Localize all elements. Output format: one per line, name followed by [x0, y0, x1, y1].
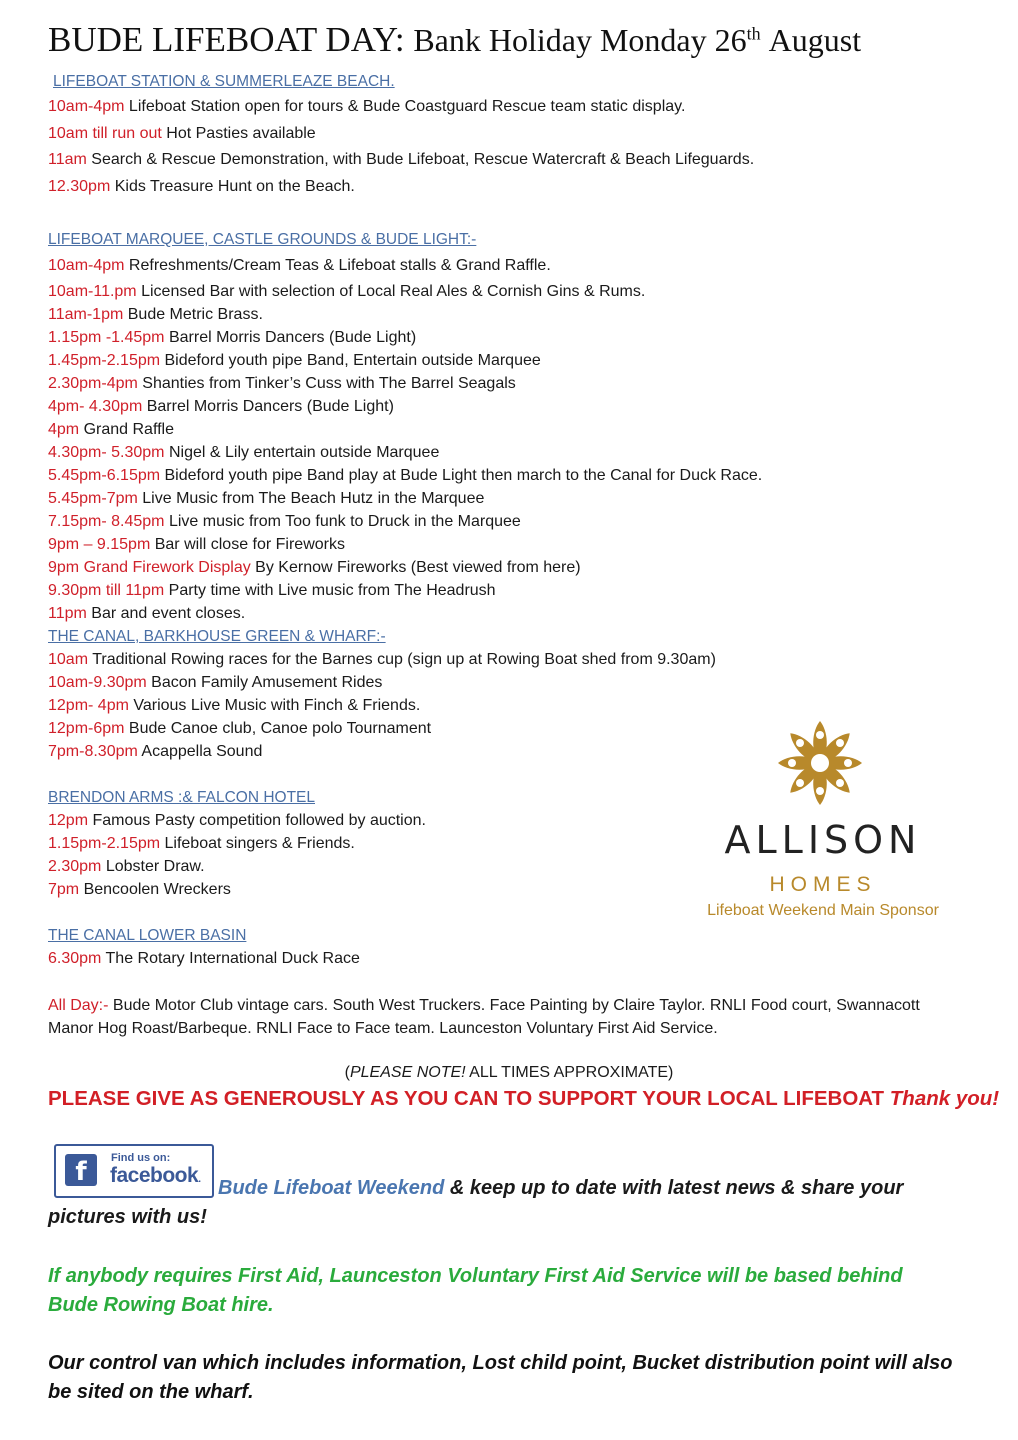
event-text: Various Live Music with Finch & Friends. — [128, 697, 421, 714]
event-time: 7pm-8.30pm — [48, 743, 138, 760]
list-item — [48, 420, 174, 440]
list-item — [48, 719, 431, 739]
sponsor-tagline: Lifeboat Weekend Main Sponsor — [707, 902, 939, 919]
event-time: 5.45pm-7pm — [48, 490, 138, 507]
event-text: By Kernow Fireworks (Best viewed from here) — [250, 559, 581, 576]
event-text: Lifeboat Station open for tours & Bude Coastguard Rescue team static display. — [124, 98, 686, 115]
list-item — [48, 305, 263, 325]
note-italic: PLEASE NOTE! — [349, 1064, 466, 1081]
section-heading-marquee: LIFEBOAT MARQUEE, CASTLE GROUNDS & BUDE LIGHT:- — [48, 231, 477, 248]
facebook-find-label: Find us on: — [111, 1152, 171, 1164]
event-time: 9pm – 9.15pm — [48, 536, 151, 553]
facebook-icon: f — [65, 1154, 97, 1186]
event-text: Barrel Morris Dancers (Bude Light) — [164, 329, 417, 346]
donation-plea — [48, 1087, 999, 1111]
list-item — [48, 97, 685, 117]
event-time: 2.30pm-4pm — [48, 375, 138, 392]
list-item — [48, 673, 382, 693]
event-text: Bude Canoe club, Canoe polo Tournament — [124, 720, 432, 737]
event-time: 10am-11.pm — [48, 283, 137, 300]
list-item — [48, 351, 541, 371]
list-item — [48, 604, 245, 624]
list-item — [48, 558, 581, 578]
list-item — [48, 857, 205, 877]
event-time: 10am-4pm — [48, 257, 125, 274]
all-day-text: Bude Motor Club vintage cars. South West Truckers. Face Painting by Claire Taylor. RNLI Food court, Swannacott Manor Hog Roast/Barbeque. RNLI Face to Face team. Launceston Voluntary First Aid Service. — [48, 997, 920, 1037]
sponsor-sub: HOMES — [769, 873, 877, 896]
list-item — [48, 466, 762, 486]
event-time: 11am — [48, 151, 87, 168]
event-time: 1.45pm-2.15pm — [48, 352, 161, 369]
plea-text: PLEASE GIVE AS GENEROUSLY AS YOU CAN TO SUPPORT YOUR LOCAL LIFEBOAT — [48, 1087, 890, 1110]
event-text: Live music from Too funk to Druck in the Marquee — [164, 513, 521, 530]
list-item — [48, 177, 355, 197]
event-time: 7.15pm- 8.45pm — [48, 513, 165, 530]
event-text: Bar will close for Fireworks — [150, 536, 345, 553]
list-item — [48, 124, 316, 144]
event-text: Search & Rescue Demonstration, with Bude Lifeboat, Rescue Watercraft & Beach Lifeguards. — [86, 151, 755, 168]
title-main: BUDE LIFEBOAT DAY — [48, 20, 395, 59]
event-text: Bacon Family Amusement Rides — [146, 674, 383, 691]
list-item — [48, 581, 496, 601]
event-text: Famous Pasty competition followed by auction. — [88, 812, 426, 829]
page-title — [48, 20, 861, 60]
section-heading-station: LIFEBOAT STATION & SUMMERLEAZE BEACH. — [53, 73, 395, 90]
event-text: The Rotary International Duck Race — [101, 950, 360, 967]
list-item — [48, 397, 394, 417]
event-time: 9.30pm till 11pm — [48, 582, 165, 599]
plea-thanks: Thank you! — [889, 1087, 1000, 1110]
event-time: 12pm — [48, 812, 89, 829]
sponsor-name: ALLISON — [724, 818, 922, 862]
event-time: 4pm — [48, 421, 80, 438]
list-item — [48, 650, 716, 670]
facebook-text: & keep up to date with latest news & share your pictures with us! — [48, 1177, 904, 1228]
title-date-sup: th — [746, 23, 761, 44]
all-day-label: All Day:- — [48, 997, 109, 1014]
event-text: Nigel & Lily entertain outside Marquee — [164, 444, 440, 461]
list-item — [48, 696, 420, 716]
event-text: Traditional Rowing races for the Barnes cup (sign up at Rowing Boat shed from 9.30am) — [88, 651, 716, 668]
control-van-notice: Our control van which includes information, Lost child point, Bucket distribution point will also be sited on the wharf. — [48, 1352, 953, 1403]
event-time: 2.30pm — [48, 858, 102, 875]
facebook-word: facebook — [110, 1164, 199, 1187]
event-time: 6.30pm — [48, 950, 102, 967]
event-text: Barrel Morris Dancers (Bude Light) — [142, 398, 394, 415]
event-time: 4.30pm- 5.30pm — [48, 444, 165, 461]
list-item — [48, 834, 355, 854]
list-item — [48, 256, 551, 276]
list-item — [48, 282, 645, 302]
event-time: 1.15pm -1.45pm — [48, 329, 165, 346]
section-heading-basin: THE CANAL LOWER BASIN — [48, 927, 247, 944]
first-aid-notice: If anybody requires First Aid, Launceston Voluntary First Aid Service will be based behind Bude Rowing Boat hire. — [48, 1265, 903, 1316]
event-time: 12pm- 4pm — [48, 697, 129, 714]
event-time: 7pm — [48, 881, 80, 898]
list-item — [48, 443, 439, 463]
title-date-suffix: August — [768, 22, 862, 58]
event-time: 4pm- 4.30pm — [48, 398, 143, 415]
list-item — [48, 880, 231, 900]
event-text: Lobster Draw. — [101, 858, 205, 875]
allison-homes-flower-logo — [770, 713, 870, 813]
list-item — [48, 328, 416, 348]
list-item — [48, 150, 754, 170]
section-heading-brendon: BRENDON ARMS :& FALCON HOTEL — [48, 789, 315, 806]
event-text: Bideford youth pipe Band play at Bude Light then march to the Canal for Duck Race. — [160, 467, 763, 484]
event-time: 10am till run out — [48, 125, 162, 142]
event-time: 11am-1pm — [48, 306, 124, 323]
event-time: 11pm — [48, 605, 87, 622]
title-date — [413, 22, 861, 58]
event-text: Live Music from The Beach Hutz in the Marquee — [137, 490, 485, 507]
facebook-paragraph — [48, 1174, 958, 1232]
event-text: Hot Pasties available — [161, 125, 316, 142]
event-text: Party time with Live music from The Headrush — [164, 582, 496, 599]
list-item — [48, 535, 345, 555]
event-text: Bideford youth pipe Band, Entertain outside Marquee — [160, 352, 541, 369]
event-text: Bar and event closes. — [86, 605, 246, 622]
list-item — [48, 489, 484, 509]
event-text: Shanties from Tinker’s Cuss with The Barrel Seagals — [137, 375, 516, 392]
list-item — [48, 742, 262, 762]
times-note — [0, 1064, 1018, 1082]
event-text: Lifeboat singers & Friends. — [160, 835, 355, 852]
event-time: 12.30pm — [48, 178, 111, 195]
event-text: Kids Treasure Hunt on the Beach. — [110, 178, 355, 195]
event-time: 5.45pm-6.15pm — [48, 467, 161, 484]
event-text: Acappella Sound — [137, 743, 263, 760]
facebook-tm: . — [198, 1174, 201, 1185]
event-text: Bude Metric Brass. — [123, 306, 263, 323]
all-day-paragraph — [48, 994, 948, 1040]
note-rest: ALL TIMES APPROXIMATE) — [465, 1064, 674, 1081]
event-time: 10am-4pm — [48, 98, 125, 115]
title-date-prefix: Bank Holiday Monday 26 — [413, 22, 747, 58]
title-colon: : — [394, 20, 405, 59]
list-item — [48, 512, 521, 532]
event-time: 1.15pm-2.15pm — [48, 835, 161, 852]
section-heading-canal: THE CANAL, BARKHOUSE GREEN & WHARF:- — [48, 628, 386, 645]
event-time: 10am — [48, 651, 89, 668]
event-time: 9pm Grand Firework Display — [48, 559, 251, 576]
event-text: Licensed Bar with selection of Local Real Ales & Cornish Gins & Rums. — [136, 283, 646, 300]
event-text: Bencoolen Wreckers — [79, 881, 231, 898]
list-item — [48, 811, 426, 831]
list-item — [48, 949, 360, 969]
event-text: Refreshments/Cream Teas & Lifeboat stalls & Grand Raffle. — [124, 257, 551, 274]
event-text: Grand Raffle — [79, 421, 174, 438]
list-item — [48, 374, 516, 394]
note-open: ( — [344, 1064, 350, 1081]
facebook-page-name[interactable]: Bude Lifeboat Weekend — [218, 1177, 445, 1199]
event-time: 12pm-6pm — [48, 720, 125, 737]
event-time: 10am-9.30pm — [48, 674, 147, 691]
